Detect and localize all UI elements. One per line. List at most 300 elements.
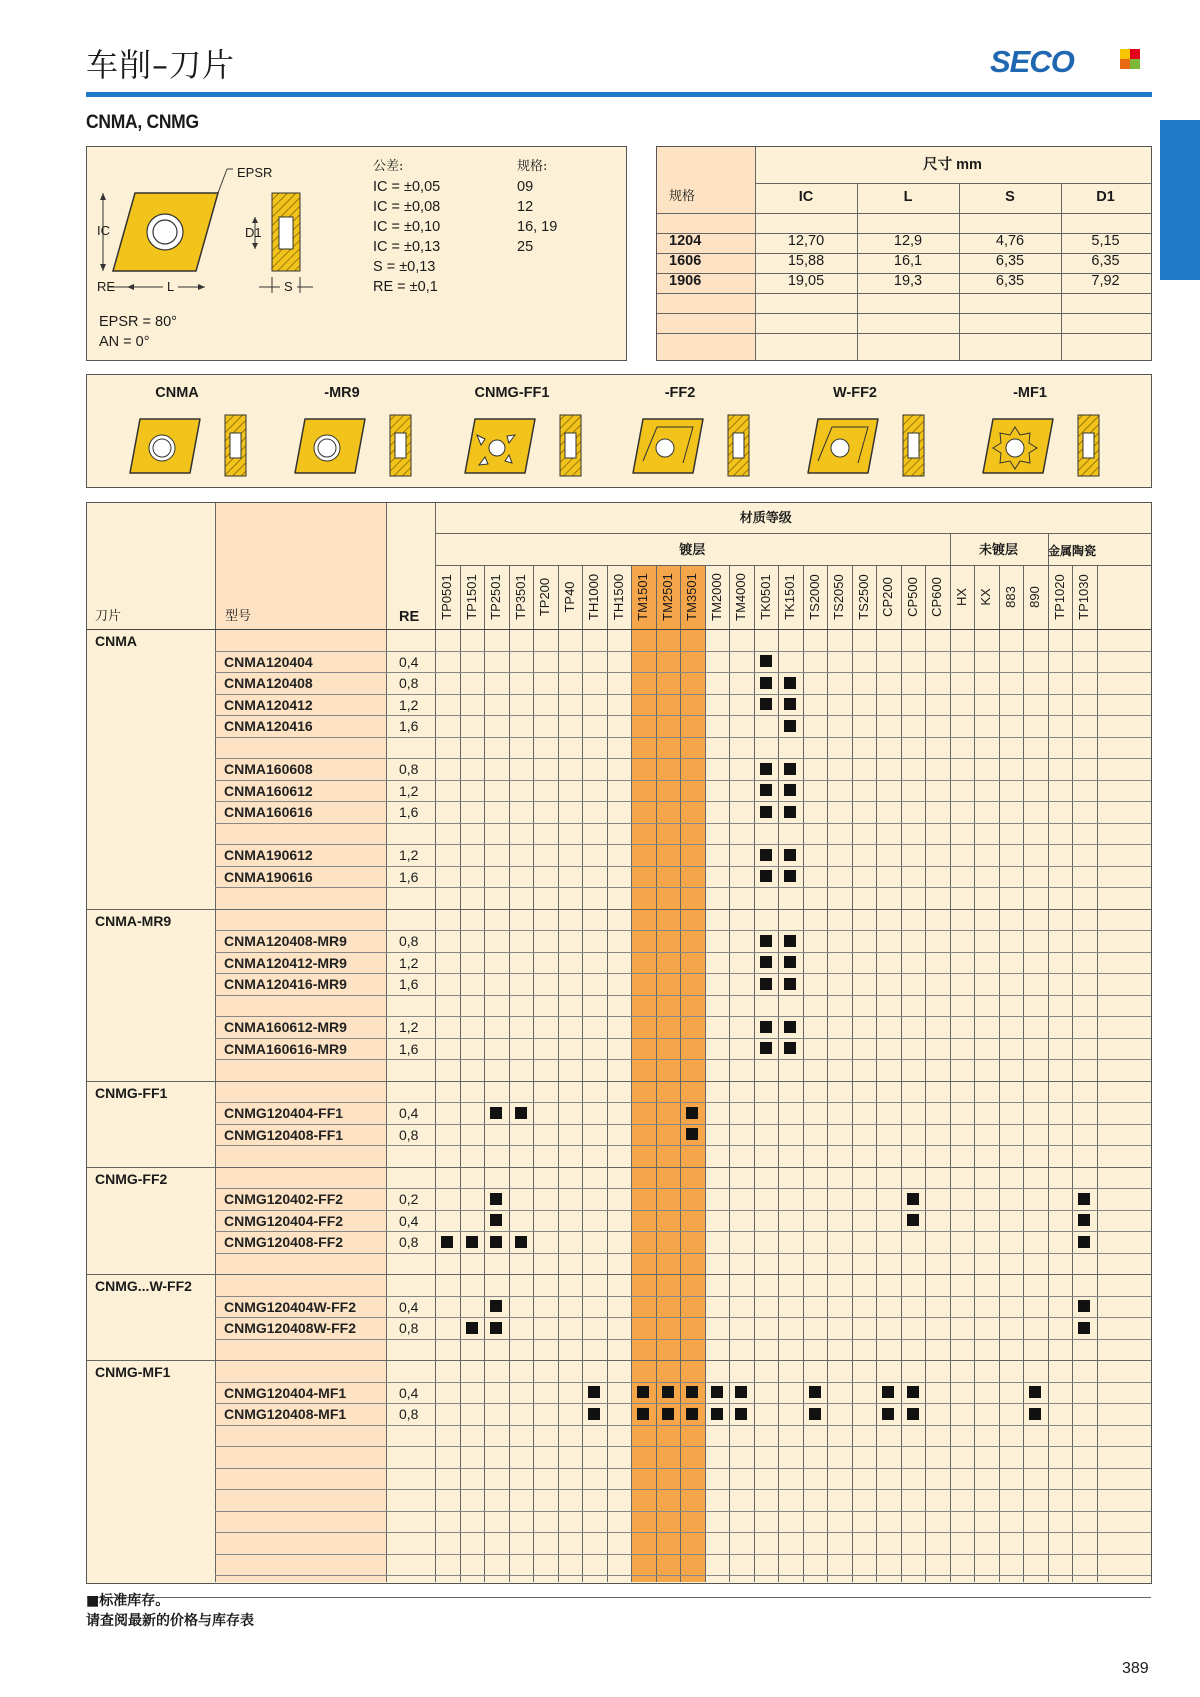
- dim-cell: 4,76: [995, 233, 1025, 249]
- tolerance-item: IC = ±0,05: [373, 179, 441, 195]
- grid-line: [215, 1231, 1151, 1232]
- stock-mark-TP1030: [1078, 1236, 1090, 1248]
- stock-mark-CP500: [907, 1193, 919, 1205]
- model-cell: CNMA120404: [224, 653, 313, 670]
- stock-mark-TM1501: [637, 1408, 649, 1420]
- re-cell: 1,6: [399, 976, 419, 992]
- table-row: [87, 758, 88, 780]
- tolerance-item: RE = ±0,1: [373, 279, 438, 295]
- model-cell: CNMG120408-MF1: [224, 1406, 347, 1422]
- dim-cell: 19,05: [787, 273, 825, 289]
- size-item: 12: [517, 199, 534, 215]
- tolerance-item: IC = ±0,10: [373, 219, 441, 235]
- dim-cell: 12,70: [787, 233, 825, 249]
- grid-line: [1023, 565, 1024, 1582]
- stock-mark-TK1501: [784, 1042, 796, 1054]
- grade-header-TP200: TP200: [537, 577, 553, 617]
- stock-mark-TM2501: [662, 1386, 674, 1398]
- model-cell: CNMA120416: [224, 718, 313, 734]
- stock-mark-TM3501: [686, 1408, 698, 1420]
- stock-mark-TK1501: [784, 956, 796, 968]
- stock-mark-TK0501: [760, 806, 772, 818]
- stock-mark-TS2000: [809, 1386, 821, 1398]
- insert-drawing-panel: [86, 146, 627, 361]
- grid-line: [215, 844, 1151, 845]
- table-row: [87, 1188, 88, 1210]
- highlight-column: [631, 565, 656, 1582]
- header-rule: [86, 92, 1152, 97]
- re-cell: 1,2: [399, 696, 419, 713]
- stock-mark-TP1030: [1078, 1193, 1090, 1205]
- tolerance-item: S = ±0,13: [373, 259, 436, 275]
- stock-mark-TP2501: [490, 1214, 502, 1226]
- table-row: [87, 1296, 88, 1318]
- stock-mark-TK1501: [784, 677, 796, 689]
- stock-mark-TK1501: [784, 849, 796, 861]
- footnote-stock: ■标准库存。: [86, 1593, 170, 1609]
- dim-column-header: 规格: [669, 189, 696, 204]
- stock-mark-CP500: [907, 1386, 919, 1398]
- stock-mark-TK0501: [760, 1021, 772, 1033]
- re-cell: 0,8: [399, 1126, 419, 1143]
- dim-line: [657, 333, 1151, 334]
- stock-mark-TM2000: [711, 1386, 723, 1398]
- grid-line: [607, 565, 608, 1582]
- dim-cell: 19,3: [893, 273, 923, 289]
- re-cell: 0,4: [399, 1298, 419, 1315]
- stock-mark-TP2501: [490, 1193, 502, 1205]
- re-cell: 0,4: [399, 653, 419, 670]
- grid-line: [215, 1339, 1151, 1340]
- re-cell: 0,8: [399, 761, 419, 777]
- logo-cube-icon: [1120, 49, 1140, 69]
- grid-line: [705, 565, 706, 1582]
- dim-line: [755, 183, 1151, 184]
- dim-cell: 6,35: [1091, 253, 1120, 269]
- grid-line: [215, 1016, 1151, 1017]
- shape-label: W-FF2: [832, 385, 877, 401]
- stock-mark-TP2501: [490, 1236, 502, 1248]
- table-row: [87, 1038, 88, 1060]
- grade-header-883: 883: [1002, 586, 1018, 608]
- group-name: CNMG-FF2: [95, 1170, 168, 1187]
- grid-line: [582, 565, 583, 1582]
- grade-heading: 材质等级: [739, 511, 792, 526]
- grid-line: [215, 672, 1151, 673]
- stock-mark-CP500: [907, 1214, 919, 1226]
- stock-mark-TM1501: [637, 1386, 649, 1398]
- table-row: [87, 1210, 88, 1232]
- stock-mark-TP1030: [1078, 1322, 1090, 1334]
- stock-mark-TP1030: [1078, 1214, 1090, 1226]
- grade-header-TM2501: TM2501: [659, 573, 675, 621]
- seco-logo: SECO: [990, 44, 1074, 79]
- grid-line: [999, 565, 1000, 1582]
- grid-line: [754, 565, 755, 1582]
- epsr-angle: EPSR = 80°: [99, 314, 177, 330]
- grid-line: [215, 1317, 1151, 1318]
- insert-geometry-strip: [86, 374, 1152, 488]
- page-number: 389: [1122, 1660, 1149, 1677]
- grid-line: [215, 866, 1151, 867]
- table-row: [87, 780, 88, 802]
- size-item: 09: [517, 179, 534, 195]
- stock-mark-CP500: [907, 1408, 919, 1420]
- re-label: RE: [97, 279, 116, 294]
- group-name: CNMG...W-FF2: [95, 1278, 192, 1294]
- grade-header-TP0501: TP0501: [439, 574, 455, 620]
- table-row: [87, 1231, 88, 1253]
- grid-line: [215, 952, 1151, 953]
- table-row: [87, 1016, 88, 1038]
- re-cell: 1,2: [399, 954, 419, 971]
- table-row: [87, 866, 88, 888]
- s-label: S: [280, 279, 297, 295]
- page-title: 车削–刀片: [86, 46, 236, 84]
- uncoated-heading: 未镀层: [978, 543, 1018, 558]
- table-row: [87, 844, 88, 866]
- stock-mark-TK0501: [760, 784, 772, 796]
- table-row: [87, 801, 88, 823]
- model-cell: CNMA120412-MR9: [224, 954, 347, 971]
- grid-line: [215, 1468, 1151, 1469]
- group-divider: [87, 1360, 1151, 1361]
- insert-shape-plain: [130, 415, 246, 476]
- re-cell: 0,4: [399, 1105, 419, 1121]
- model-cell: CNMG120408-FF1: [224, 1126, 344, 1143]
- stock-mark-TP3501: [515, 1107, 527, 1119]
- re-cell: 0,8: [399, 675, 419, 691]
- grade-header-KX: KX: [978, 588, 994, 606]
- footnote-pricing: 请查阅最新的价格与库存表: [86, 1613, 254, 1629]
- grade-header-TP1030: TP1030: [1076, 574, 1092, 620]
- group-name: CNMA: [95, 633, 137, 649]
- grade-header-TS2500: TS2500: [855, 574, 871, 620]
- table-row: [87, 973, 88, 995]
- re-cell: 1,2: [399, 782, 419, 799]
- insert-technical-drawing: [87, 147, 337, 317]
- stock-mark-TK1501: [784, 935, 796, 947]
- grid-line: [215, 1403, 1151, 1404]
- stock-mark-TK1501: [784, 978, 796, 990]
- grid-line: [215, 1059, 1151, 1060]
- grid-line: [558, 565, 559, 1582]
- group-divider: [87, 1597, 1151, 1598]
- re-col-header: RE: [399, 609, 420, 625]
- d1-label: D1: [245, 225, 262, 240]
- stock-mark-TP3501: [515, 1236, 527, 1248]
- grid-line: [215, 887, 1151, 888]
- stock-mark-TP0501: [441, 1236, 453, 1248]
- model-cell: CNMA120412: [224, 696, 313, 713]
- grid-line: [925, 565, 926, 1582]
- table-row: [87, 930, 88, 952]
- grid-line: [484, 565, 485, 1582]
- grid-line: [631, 565, 632, 1582]
- grid-line: [215, 503, 216, 1582]
- grid-line: [435, 565, 1151, 566]
- re-cell: 1,2: [399, 847, 419, 863]
- grid-line: [215, 1532, 1151, 1533]
- grid-line: [803, 565, 804, 1582]
- grid-line: [215, 1102, 1151, 1103]
- table-row: [87, 672, 88, 694]
- grid-line: [87, 629, 1151, 630]
- size-item: 16, 19: [517, 219, 558, 235]
- stock-mark-TK0501: [760, 677, 772, 689]
- grade-header-CP500: CP500: [904, 577, 920, 617]
- model-cell: CNMG120402-FF2: [224, 1191, 344, 1207]
- grade-header-HX: HX: [953, 587, 969, 607]
- re-cell: 0,8: [399, 1320, 419, 1336]
- grid-line: [435, 533, 1151, 534]
- insert-shape-ff1: [465, 415, 581, 476]
- dim-column-header: L: [903, 189, 913, 205]
- re-cell: 0,2: [399, 1191, 419, 1207]
- grid-line: [215, 1038, 1151, 1039]
- grade-availability-table: [86, 502, 1152, 1584]
- re-cell: 1,6: [399, 868, 419, 885]
- table-row: [87, 715, 88, 737]
- group-divider: [87, 1081, 1151, 1082]
- model-cell: CNMG120404-FF1: [224, 1105, 344, 1121]
- dimensions-table: [656, 146, 1152, 361]
- stock-mark-TK0501: [760, 849, 772, 861]
- model-cell: CNMA160616: [224, 804, 313, 820]
- grid-line: [215, 973, 1151, 974]
- model-cell: CNMA160616-MR9: [224, 1040, 347, 1057]
- re-cell: 0,8: [399, 1234, 419, 1250]
- re-cell: 1,2: [399, 1019, 419, 1035]
- stock-mark-TK0501: [760, 978, 772, 990]
- stock-mark-TM2501: [662, 1408, 674, 1420]
- grid-line: [1072, 565, 1073, 1582]
- re-cell: 1,6: [399, 718, 419, 734]
- table-row: [87, 1382, 88, 1404]
- grid-line: [215, 694, 1151, 695]
- grade-header-TH1500: TH1500: [610, 573, 626, 621]
- grid-line: [215, 1382, 1151, 1383]
- grid-line: [656, 565, 657, 1582]
- shape-label: CNMA: [155, 385, 199, 401]
- grade-header-TM3501: TM3501: [684, 573, 700, 621]
- grade-header-TP2501: TP2501: [488, 574, 504, 620]
- dim-cell: 15,88: [787, 253, 825, 269]
- stock-mark-TP1501: [466, 1322, 478, 1334]
- coated-heading: 镀层: [679, 543, 706, 558]
- grade-header-TP40: TP40: [561, 581, 577, 613]
- grid-line: [215, 1253, 1151, 1254]
- stock-mark-TP1501: [466, 1236, 478, 1248]
- stock-mark-TK0501: [760, 1042, 772, 1054]
- group-name: CNMG-FF1: [95, 1084, 168, 1101]
- grid-line: [460, 565, 461, 1582]
- table-row: [87, 651, 88, 673]
- epsr-label: EPSR: [237, 165, 273, 180]
- grid-line: [778, 565, 779, 1582]
- grid-line: [215, 780, 1151, 781]
- grade-header-TK0501: TK0501: [757, 574, 773, 620]
- table-row: [87, 1124, 88, 1146]
- stock-mark-TM4000: [735, 1386, 747, 1398]
- table-row: [87, 1403, 88, 1425]
- dim-cell: 12,9: [893, 233, 923, 249]
- grid-line: [215, 1489, 1151, 1490]
- model-cell: CNMA120416-MR9: [224, 976, 347, 992]
- stock-mark-TK0501: [760, 956, 772, 968]
- shape-label: -MF1: [1013, 385, 1047, 401]
- group-divider: [87, 1167, 1151, 1168]
- insert-col-header: 刀片: [95, 609, 122, 624]
- stock-mark-890: [1029, 1408, 1041, 1420]
- grid-line: [215, 1210, 1151, 1211]
- grid-line: [215, 1511, 1151, 1512]
- grade-header-TP1501: TP1501: [463, 574, 479, 620]
- model-cell: CNMG120408-FF2: [224, 1234, 344, 1250]
- stock-mark-TK1501: [784, 763, 796, 775]
- stock-mark-TK0501: [760, 763, 772, 775]
- dim-line: [1061, 183, 1062, 360]
- stock-mark-TK1501: [784, 720, 796, 732]
- model-cell: CNMG120404W-FF2: [224, 1298, 356, 1315]
- grid-line: [215, 1554, 1151, 1555]
- an-angle: AN = 0°: [99, 334, 150, 350]
- model-cell: CNMA190612: [224, 847, 313, 863]
- insert-shape-mf1: [983, 415, 1099, 476]
- grid-line: [215, 1425, 1151, 1426]
- stock-mark-TK1501: [784, 1021, 796, 1033]
- group-name: CNMG-MF1: [95, 1364, 171, 1380]
- dim-column-header: S: [1005, 189, 1015, 205]
- model-cell: CNMA190616: [224, 868, 313, 885]
- grid-line: [215, 823, 1151, 824]
- grid-line: [901, 565, 902, 1582]
- grid-line: [215, 1575, 1151, 1576]
- stock-mark-TM3501: [686, 1128, 698, 1140]
- re-cell: 0,8: [399, 933, 419, 949]
- dim-cell: 5,15: [1091, 233, 1120, 249]
- highlight-column: [656, 565, 681, 1582]
- shape-label: -MR9: [324, 385, 360, 401]
- insert-shape-ff2: [633, 415, 749, 476]
- stock-mark-TH1000: [588, 1386, 600, 1398]
- stock-mark-TM3501: [686, 1107, 698, 1119]
- grid-line: [215, 995, 1151, 996]
- grid-line: [215, 801, 1151, 802]
- group-divider: [87, 1274, 1151, 1275]
- stock-mark-TM2000: [711, 1408, 723, 1420]
- table-row: [87, 694, 88, 716]
- re-cell: 1,6: [399, 804, 419, 820]
- stock-mark-TP2501: [490, 1300, 502, 1312]
- table-row: [87, 1317, 88, 1339]
- grade-header-TM2000: TM2000: [708, 573, 724, 621]
- grid-line: [435, 503, 436, 1582]
- grid-line: [827, 565, 828, 1582]
- stock-mark-890: [1029, 1386, 1041, 1398]
- grid-line: [876, 565, 877, 1582]
- tolerance-heading: 公差:: [373, 159, 404, 174]
- dim-line: [959, 183, 960, 360]
- model-cell: CNMG120404-FF2: [224, 1212, 344, 1229]
- grade-header-TS2000: TS2000: [806, 574, 822, 620]
- dim-line: [657, 293, 1151, 294]
- re-cell: 0,4: [399, 1212, 419, 1229]
- grade-header-TM4000: TM4000: [733, 573, 749, 621]
- grid-line: [215, 651, 1151, 652]
- dim-line: [657, 313, 1151, 314]
- dim-cell: 1204: [669, 233, 702, 249]
- model-cell: CNMA160612-MR9: [224, 1019, 347, 1035]
- dim-cell: 16,1: [893, 253, 923, 269]
- stock-mark-CP200: [882, 1386, 894, 1398]
- shape-label: -FF2: [664, 385, 696, 401]
- grade-header-CP600: CP600: [929, 577, 945, 617]
- grid-line: [215, 715, 1151, 716]
- section-subtitle: CNMA, CNMG: [86, 112, 199, 133]
- grid-line: [215, 1446, 1151, 1447]
- insert-shape-plain: [295, 415, 411, 476]
- dim-column-header: D1: [1096, 189, 1115, 205]
- grid-line: [1097, 565, 1098, 1582]
- grid-line: [509, 565, 510, 1582]
- dim-cell: 1906: [669, 273, 702, 289]
- grid-line: [729, 565, 730, 1582]
- size-item: 25: [517, 239, 534, 255]
- table-row: [87, 1102, 88, 1124]
- group-name: CNMA-MR9: [95, 912, 172, 929]
- tolerance-item: IC = ±0,08: [373, 199, 441, 215]
- side-tab: [1160, 120, 1200, 280]
- stock-mark-TK0501: [760, 655, 772, 667]
- size-heading: 规格:: [517, 159, 548, 174]
- stock-mark-TK1501: [784, 784, 796, 796]
- l-label: L: [163, 279, 178, 295]
- grid-line: [386, 503, 387, 1582]
- grid-line: [533, 565, 534, 1582]
- dim-cell: 1606: [669, 253, 702, 269]
- stock-mark-TM4000: [735, 1408, 747, 1420]
- group-divider: [87, 909, 1151, 910]
- grid-line: [974, 565, 975, 1582]
- grid-line: [215, 758, 1151, 759]
- grade-header-TH1000: TH1000: [586, 573, 602, 621]
- grid-line: [215, 737, 1151, 738]
- stock-mark-TK1501: [784, 806, 796, 818]
- dim-column-header: IC: [798, 189, 814, 205]
- model-cell: CNMA160608: [224, 761, 313, 777]
- stock-mark-TM3501: [686, 1386, 698, 1398]
- model-cell: CNMG120408W-FF2: [224, 1320, 356, 1336]
- dim-unit-heading: 尺寸 mm: [923, 157, 982, 173]
- dim-line: [857, 183, 858, 360]
- stock-mark-TK1501: [784, 698, 796, 710]
- cermet-heading: 金属陶瓷: [1047, 544, 1096, 558]
- tolerance-item: IC = ±0,13: [373, 239, 441, 255]
- grid-line: [215, 930, 1151, 931]
- grade-header-TM1501: TM1501: [635, 573, 651, 621]
- re-cell: 0,4: [399, 1384, 419, 1401]
- stock-mark-CP200: [882, 1408, 894, 1420]
- grade-header-890: 890: [1027, 586, 1043, 608]
- grid-line: [215, 1124, 1151, 1125]
- stock-mark-TK1501: [784, 870, 796, 882]
- grid-line: [215, 1296, 1151, 1297]
- stock-mark-TK0501: [760, 870, 772, 882]
- dim-line: [657, 213, 1151, 214]
- grade-header-TK1501: TK1501: [782, 574, 798, 620]
- dim-cell: 6,35: [995, 253, 1025, 269]
